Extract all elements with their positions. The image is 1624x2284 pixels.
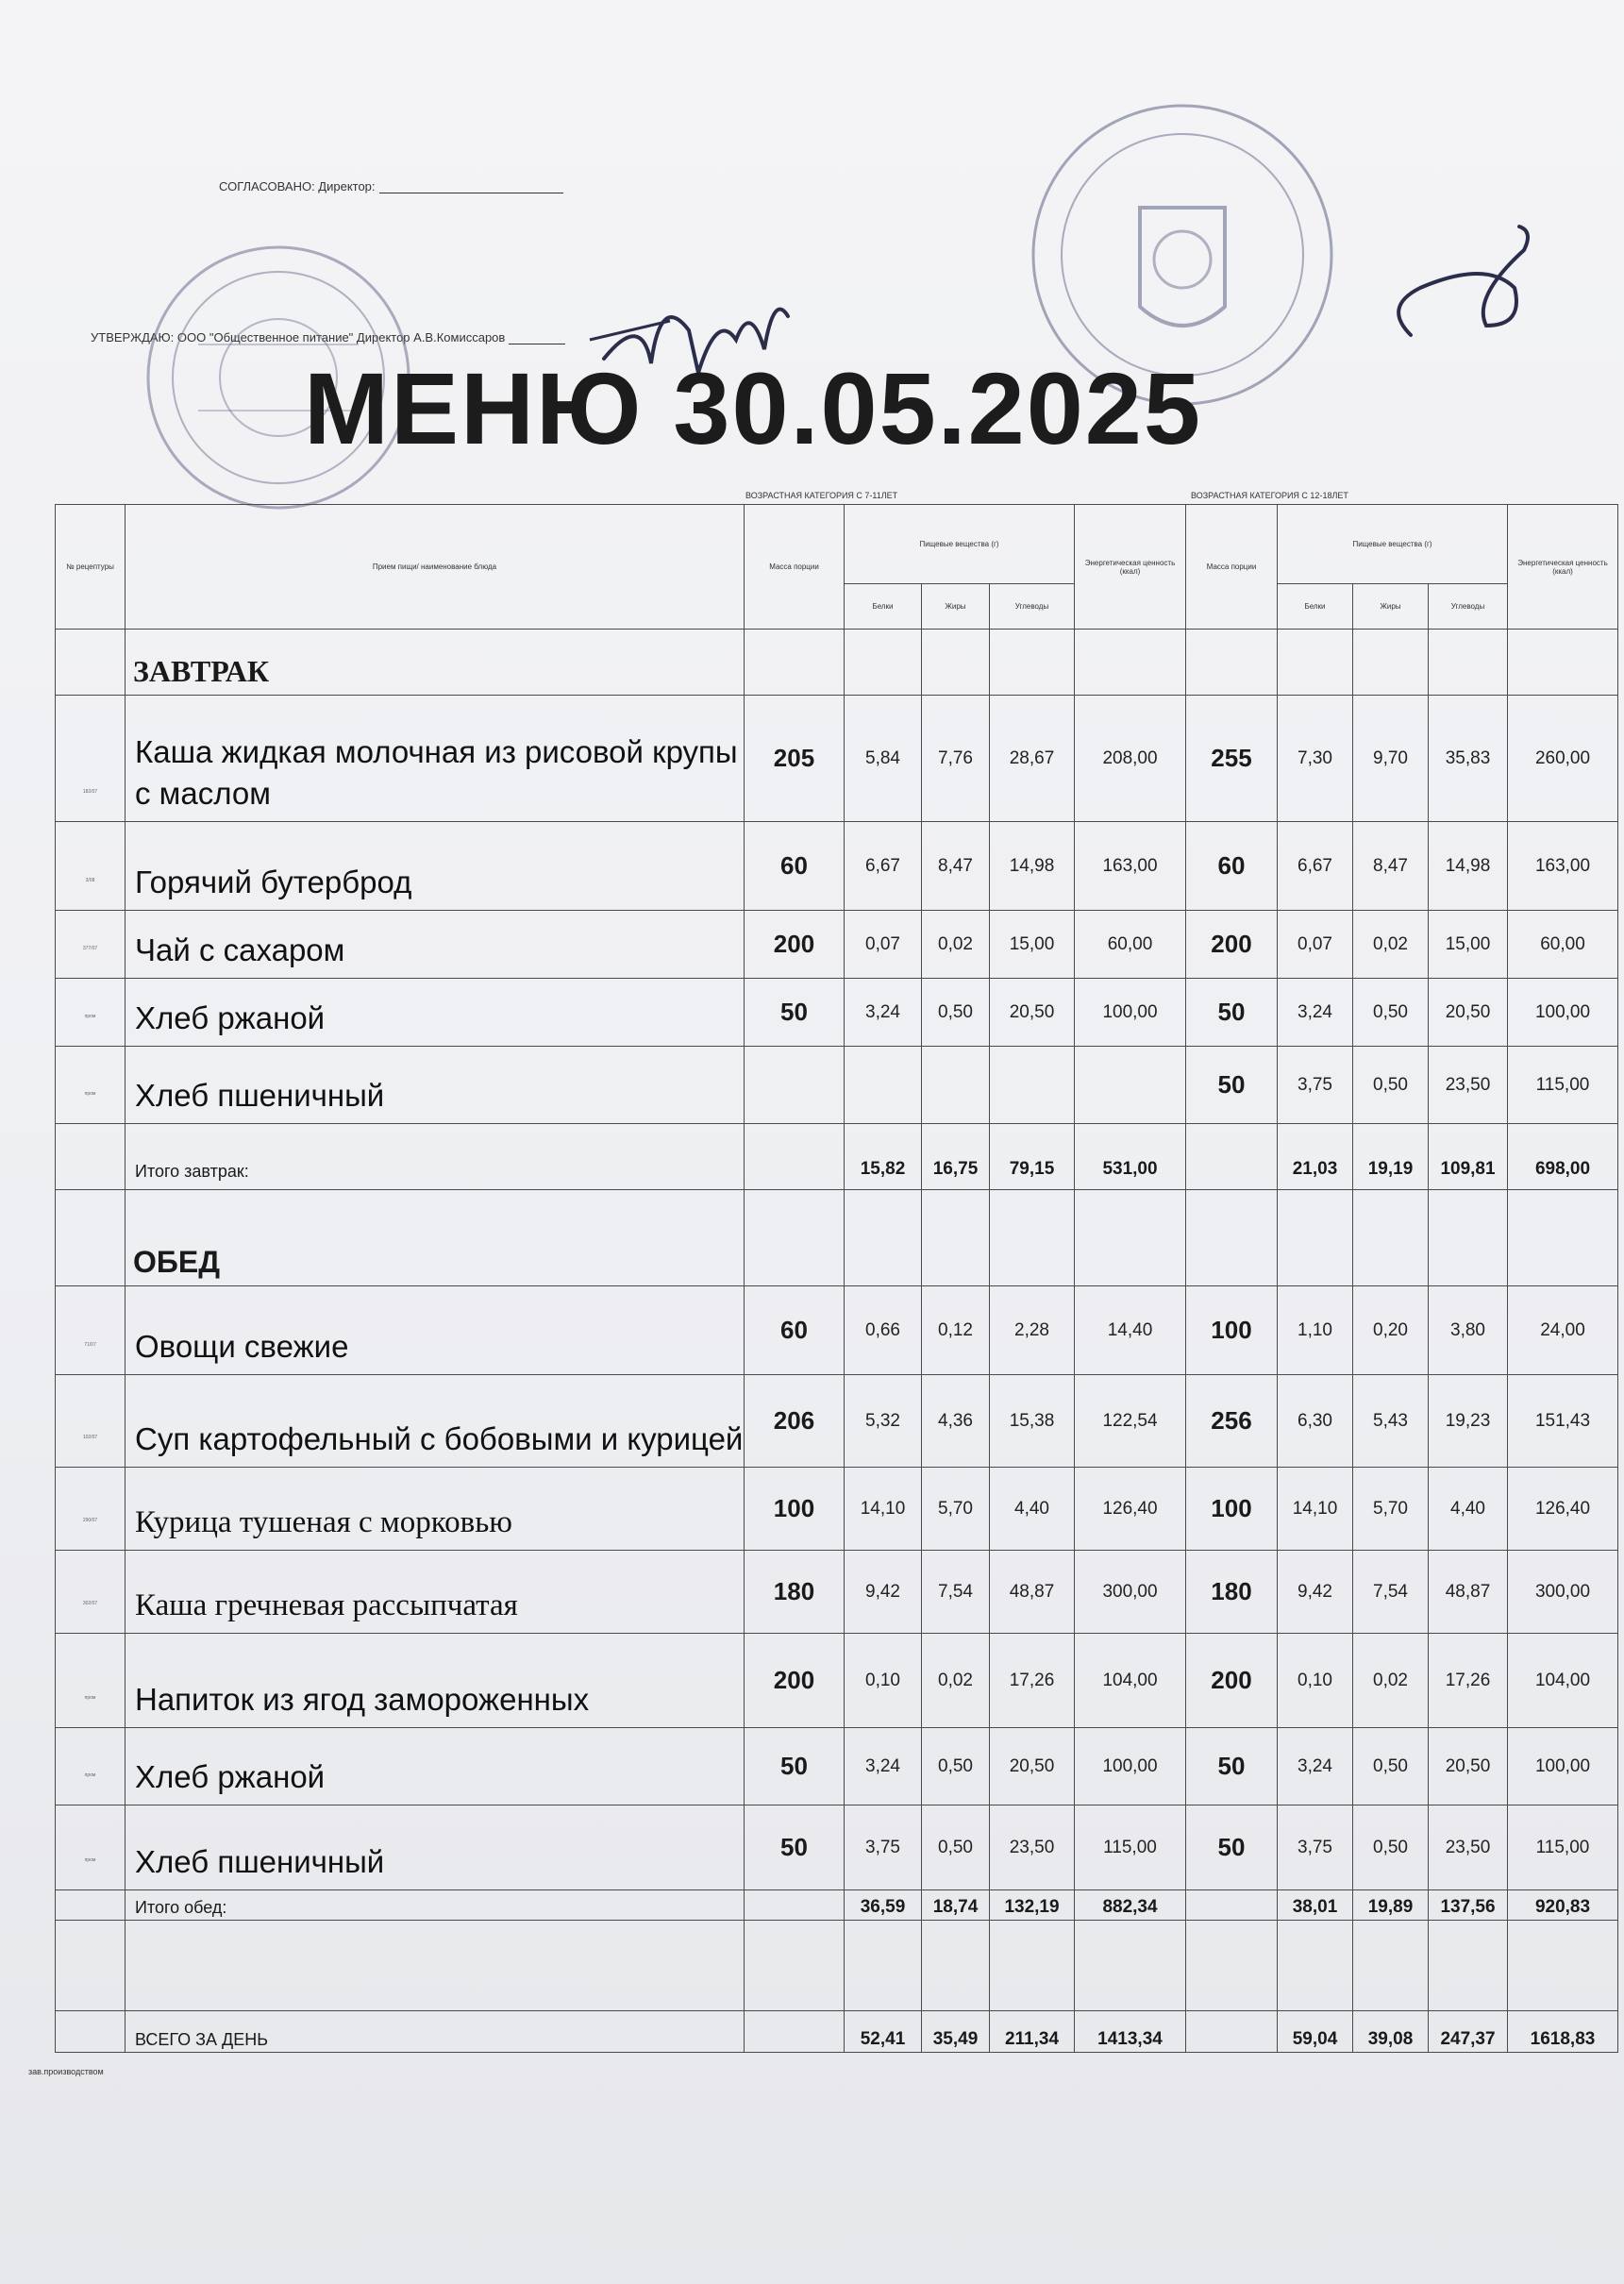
energy-value: 151,43 [1508, 1375, 1618, 1468]
nutrient-value: 0,02 [1353, 1634, 1429, 1728]
col-fat: Жиры [1353, 584, 1429, 630]
nutrient-value: 14,98 [1429, 822, 1508, 911]
portion-mass: 50 [1186, 979, 1278, 1047]
portion-mass: 180 [745, 1551, 845, 1634]
nutrient-value: 1,10 [1278, 1286, 1353, 1375]
table-row [56, 1728, 1618, 1805]
recipe-number: 377/07 [56, 911, 126, 979]
dish-name: Суп картофельный с бобовыми и курицей [126, 1375, 745, 1468]
col-nutrients-junior: Пищевые вещества (г) [845, 505, 1075, 584]
recipe-number: 290/07 [56, 1468, 126, 1551]
age-category-junior: ВОЗРАСТНАЯ КАТЕГОРИЯ С 7-11ЛЕТ [745, 491, 898, 500]
nutrient-value: 0,10 [845, 1634, 922, 1728]
nutrient-value: 6,67 [1278, 822, 1353, 911]
portion-mass: 50 [745, 1805, 845, 1890]
nutrient-value: 8,47 [922, 822, 990, 911]
nutrient-value: 23,50 [990, 1805, 1075, 1890]
menu-table [55, 504, 1618, 2053]
col-carbs: Углеводы [1429, 584, 1508, 630]
energy-value: 163,00 [1508, 822, 1618, 911]
day-total-row: ВСЕГО ЗА ДЕНЬ 52,41 35,49 211,34 1413,34 59,04 39,08 247,37 1618,83 [56, 2011, 1618, 2053]
nutrient-value: 23,50 [1429, 1047, 1508, 1124]
col-protein: Белки [845, 584, 922, 630]
nutrient-value: 35,83 [1429, 696, 1508, 822]
nutrient-value: 7,54 [922, 1551, 990, 1634]
portion-mass: 200 [1186, 911, 1278, 979]
age-category-senior: ВОЗРАСТНАЯ КАТЕГОРИЯ С 12-18ЛЕТ [1191, 491, 1348, 500]
portion-mass: 205 [745, 696, 845, 822]
energy-value: 300,00 [1075, 1551, 1186, 1634]
nutrient-value: 5,70 [922, 1468, 990, 1551]
lunch-total [56, 1890, 1618, 2053]
recipe-number: пром [56, 1728, 126, 1805]
energy-value: 115,00 [1508, 1805, 1618, 1890]
nutrient-value: 0,12 [922, 1286, 990, 1375]
portion-mass: 256 [1186, 1375, 1278, 1468]
nutrient-value: 9,42 [1278, 1551, 1353, 1634]
nutrient-value: 0,07 [845, 911, 922, 979]
nutrient-value: 4,40 [990, 1468, 1075, 1551]
energy-value: 126,40 [1075, 1468, 1186, 1551]
nutrient-value: 0,50 [922, 1805, 990, 1890]
portion-mass: 200 [745, 911, 845, 979]
energy-value: 122,54 [1075, 1375, 1186, 1468]
nutrient-value: 7,76 [922, 696, 990, 822]
energy-value: 208,00 [1075, 696, 1186, 822]
portion-mass: 50 [745, 1728, 845, 1805]
portion-mass: 100 [1186, 1286, 1278, 1375]
table-row [56, 1551, 1618, 1634]
table-row [56, 979, 1618, 1047]
table-row [56, 1375, 1618, 1468]
recipe-number: 3/08 [56, 822, 126, 911]
breakfast-items [56, 696, 1618, 1124]
table-row [56, 1805, 1618, 1890]
table-row [56, 1286, 1618, 1375]
recipe-number: пром [56, 1805, 126, 1890]
energy-value: 24,00 [1508, 1286, 1618, 1375]
spacer-row [56, 1921, 1618, 2011]
portion-mass: 60 [1186, 822, 1278, 911]
col-mass-junior: Масса порции [745, 505, 845, 630]
dish-name: Хлеб пшеничный [126, 1047, 745, 1124]
lunch-items [56, 1286, 1618, 1890]
portion-mass: 50 [1186, 1805, 1278, 1890]
energy-value: 100,00 [1508, 1728, 1618, 1805]
dish-name: Каша гречневая рассыпчатая [126, 1551, 745, 1634]
energy-value: 60,00 [1075, 911, 1186, 979]
section-row-lunch [56, 1190, 1618, 1286]
nutrient-value: 3,24 [845, 979, 922, 1047]
nutrient-value [922, 1047, 990, 1124]
energy-value: 100,00 [1508, 979, 1618, 1047]
approver-signature-icon [1373, 222, 1562, 354]
nutrient-value [990, 1047, 1075, 1124]
portion-mass [745, 1047, 845, 1124]
dish-name: Хлеб ржаной [126, 979, 745, 1047]
portion-mass: 200 [1186, 1634, 1278, 1728]
energy-value: 104,00 [1508, 1634, 1618, 1728]
dish-name: Хлеб пшеничный [126, 1805, 745, 1890]
col-fat: Жиры [922, 584, 990, 630]
energy-value: 104,00 [1075, 1634, 1186, 1728]
page-title: МЕНЮ 30.05.2025 [304, 351, 1202, 465]
section-title: ЗАВТРАК [126, 630, 745, 696]
energy-value: 126,40 [1508, 1468, 1618, 1551]
nutrient-value: 0,50 [922, 1728, 990, 1805]
nutrient-value: 4,40 [1429, 1468, 1508, 1551]
table-row [56, 1468, 1618, 1551]
portion-mass: 100 [745, 1468, 845, 1551]
breakfast-total [56, 1124, 1618, 1286]
table-row [56, 911, 1618, 979]
nutrient-value: 9,70 [1353, 696, 1429, 822]
nutrient-value: 5,70 [1353, 1468, 1429, 1551]
total-row: Итого обед: 36,59 18,74 132,19 882,34 38,01 19,89 137,56 920,83 [56, 1890, 1618, 1921]
recipe-number: пром [56, 1634, 126, 1728]
nutrient-value: 14,10 [1278, 1468, 1353, 1551]
energy-value: 163,00 [1075, 822, 1186, 911]
dish-name: Напиток из ягод замороженных [126, 1634, 745, 1728]
nutrient-value: 2,28 [990, 1286, 1075, 1375]
nutrient-value: 3,80 [1429, 1286, 1508, 1375]
footer-note: зав.производством [28, 2067, 104, 2076]
col-energy-senior: Энергетическая ценность (ккал) [1508, 505, 1618, 630]
nutrient-value: 3,75 [845, 1805, 922, 1890]
nutrient-value: 3,24 [1278, 1728, 1353, 1805]
total-row: Итого завтрак: 15,82 16,75 79,15 531,00 21,03 19,19 109,81 698,00 [56, 1124, 1618, 1190]
nutrient-value: 0,02 [1353, 911, 1429, 979]
energy-value: 115,00 [1075, 1805, 1186, 1890]
portion-mass: 50 [745, 979, 845, 1047]
nutrient-value: 3,24 [1278, 979, 1353, 1047]
table-body [56, 630, 1618, 696]
portion-mass: 60 [745, 1286, 845, 1375]
nutrient-value: 19,23 [1429, 1375, 1508, 1468]
energy-value: 100,00 [1075, 979, 1186, 1047]
nutrient-value: 0,50 [1353, 1047, 1429, 1124]
dish-name: Чай с сахаром [126, 911, 745, 979]
nutrient-value: 15,00 [1429, 911, 1508, 979]
col-carbs: Углеводы [990, 584, 1075, 630]
nutrient-value: 48,87 [1429, 1551, 1508, 1634]
nutrient-value: 4,36 [922, 1375, 990, 1468]
table-row [56, 1047, 1618, 1124]
dish-name: Курица тушеная с морковью [126, 1468, 745, 1551]
approval-line: СОГЛАСОВАНО: Директор: [219, 179, 563, 193]
recipe-number: 71/07 [56, 1286, 126, 1375]
col-protein: Белки [1278, 584, 1353, 630]
portion-mass: 255 [1186, 696, 1278, 822]
dish-name: Каша жидкая молочная из рисовой крупы с маслом [126, 696, 745, 822]
table-header [56, 505, 1618, 630]
nutrient-value: 14,10 [845, 1468, 922, 1551]
nutrient-value: 5,84 [845, 696, 922, 822]
energy-value: 60,00 [1508, 911, 1618, 979]
col-nutrients-senior: Пищевые вещества (г) [1278, 505, 1508, 584]
nutrient-value: 0,50 [1353, 979, 1429, 1047]
nutrient-value: 0,07 [1278, 911, 1353, 979]
nutrient-value: 14,98 [990, 822, 1075, 911]
table-row [56, 822, 1618, 911]
section-title: ОБЕД [126, 1190, 745, 1286]
energy-value: 300,00 [1508, 1551, 1618, 1634]
nutrient-value: 15,00 [990, 911, 1075, 979]
dish-name: Горячий бутерброд [126, 822, 745, 911]
nutrient-value: 0,10 [1278, 1634, 1353, 1728]
recipe-number: 182/07 [56, 696, 126, 822]
nutrient-value: 48,87 [990, 1551, 1075, 1634]
col-mass-senior: Масса порции [1186, 505, 1278, 630]
energy-value: 115,00 [1508, 1047, 1618, 1124]
nutrient-value: 0,50 [922, 979, 990, 1047]
energy-value [1075, 1047, 1186, 1124]
nutrient-value: 20,50 [1429, 979, 1508, 1047]
energy-value: 14,40 [1075, 1286, 1186, 1375]
nutrient-value: 0,50 [1353, 1805, 1429, 1890]
nutrient-value: 3,75 [1278, 1805, 1353, 1890]
nutrient-value: 0,20 [1353, 1286, 1429, 1375]
nutrient-value: 28,67 [990, 696, 1075, 822]
nutrient-value: 17,26 [1429, 1634, 1508, 1728]
portion-mass: 180 [1186, 1551, 1278, 1634]
energy-value: 260,00 [1508, 696, 1618, 822]
table-row [56, 696, 1618, 822]
portion-mass: 50 [1186, 1728, 1278, 1805]
portion-mass: 100 [1186, 1468, 1278, 1551]
section-row-breakfast [56, 630, 1618, 696]
recipe-number: пром [56, 979, 126, 1047]
portion-mass: 200 [745, 1634, 845, 1728]
portion-mass: 60 [745, 822, 845, 911]
nutrient-value: 9,42 [845, 1551, 922, 1634]
nutrient-value: 0,02 [922, 1634, 990, 1728]
energy-value: 100,00 [1075, 1728, 1186, 1805]
nutrient-value: 20,50 [990, 979, 1075, 1047]
nutrient-value: 0,02 [922, 911, 990, 979]
table-row [56, 1634, 1618, 1728]
recipe-number: пром [56, 1047, 126, 1124]
nutrient-value: 23,50 [1429, 1805, 1508, 1890]
dish-name: Овощи свежие [126, 1286, 745, 1375]
recipe-number: 302/07 [56, 1551, 126, 1634]
nutrient-value: 6,30 [1278, 1375, 1353, 1468]
confirmation-line: УТВЕРЖДАЮ: ООО "Общественное питание" Директор А.В.Комиссаров [91, 330, 565, 344]
nutrient-value: 20,50 [990, 1728, 1075, 1805]
nutrient-value [845, 1047, 922, 1124]
nutrient-value: 0,50 [1353, 1728, 1429, 1805]
col-recipe-no: № рецептуры [56, 505, 126, 630]
dish-name: Хлеб ржаной [126, 1728, 745, 1805]
nutrient-value: 5,32 [845, 1375, 922, 1468]
col-energy-junior: Энергетическая ценность (ккал) [1075, 505, 1186, 630]
nutrient-value: 7,30 [1278, 696, 1353, 822]
nutrient-value: 3,75 [1278, 1047, 1353, 1124]
recipe-number: 102/07 [56, 1375, 126, 1468]
nutrient-value: 3,24 [845, 1728, 922, 1805]
portion-mass: 50 [1186, 1047, 1278, 1124]
nutrient-value: 15,38 [990, 1375, 1075, 1468]
nutrient-value: 17,26 [990, 1634, 1075, 1728]
nutrient-value: 8,47 [1353, 822, 1429, 911]
nutrient-value: 20,50 [1429, 1728, 1508, 1805]
col-meal: Прием пищи/ наименование блюда [126, 505, 745, 630]
portion-mass: 206 [745, 1375, 845, 1468]
nutrient-value: 6,67 [845, 822, 922, 911]
nutrient-value: 5,43 [1353, 1375, 1429, 1468]
nutrient-value: 7,54 [1353, 1551, 1429, 1634]
nutrient-value: 0,66 [845, 1286, 922, 1375]
